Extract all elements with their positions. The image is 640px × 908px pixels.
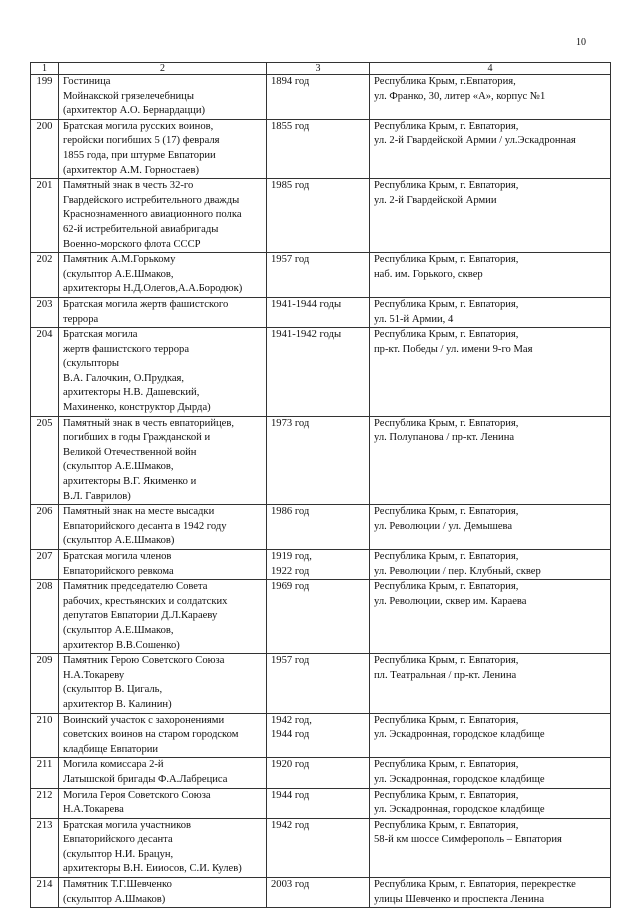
object-address-line: ул. Эскадронная, городское кладбище <box>374 773 545 785</box>
object-name-line: Памятный знак в честь 32-го <box>63 180 194 192</box>
table-row <box>31 758 611 788</box>
object-name-line: архитектор В. Калинин) <box>63 698 172 710</box>
object-address-line: Республика Крым, г. Евпатория, <box>374 759 519 771</box>
table-header <box>31 63 611 75</box>
object-address-line: Республика Крым, г. Евпатория, <box>374 789 519 801</box>
object-address-line: Республика Крым, г. Евпатория, <box>374 298 519 310</box>
object-name <box>59 253 267 298</box>
header-col-1: 1 <box>31 63 59 75</box>
object-name-line: 62-й истребительной авиабригады <box>63 223 219 235</box>
object-name <box>59 179 267 253</box>
table-row <box>31 654 611 713</box>
object-name-line: (скульптор А.Е.Шмаков, <box>63 461 174 473</box>
object-name <box>59 713 267 758</box>
header-row <box>31 63 611 75</box>
object-name-line: (архитектор А.М. Горностаев) <box>63 164 199 176</box>
object-name-line: Братская могила членов <box>63 551 172 562</box>
object-address <box>370 788 611 818</box>
object-date-line: 1920 год <box>271 759 310 771</box>
object-name-line: Евпаторийского десанта в 1942 году <box>63 520 227 532</box>
table-row <box>31 179 611 253</box>
object-name-line: Воинский участок с захоронениями <box>63 714 225 726</box>
object-date <box>267 416 370 505</box>
row-number: 200 <box>31 119 59 178</box>
object-name-line: Памятный знак в честь евпаторийцев, <box>63 417 235 429</box>
object-address-line: Республика Крым, г. Евпатория, <box>374 714 519 726</box>
object-address-line: ул. Полупанова / пр-кт. Ленина <box>374 432 515 444</box>
object-name-line: Памятник Т.Г.Шевченко <box>63 879 172 891</box>
object-name-line: (скульптор В. Цигаль, <box>63 684 163 696</box>
row-number: 212 <box>31 788 59 818</box>
object-date <box>267 713 370 758</box>
object-name <box>59 878 267 908</box>
object-name-line: погибших в годы Гражданской и <box>63 432 211 444</box>
object-address-line: улицы Шевченко и проспекта Ленина <box>374 893 545 905</box>
object-name-line: депутатов Евпатории Д.Л.Караеву <box>63 610 218 622</box>
object-name-line: террора <box>63 313 99 325</box>
object-address-line: Республика Крым, г. Евпатория, <box>374 120 519 132</box>
object-address-line: ул. Революции / ул. Демышева <box>374 520 513 532</box>
object-address-line: ул. 2-й Гвардейской Армии / ул.Эскадронная <box>374 135 576 147</box>
object-date-line: 1855 год <box>271 120 310 132</box>
object-name-line: (скульптор А.Е.Шмаков, <box>63 268 174 280</box>
row-number: 209 <box>31 654 59 713</box>
object-address-line: Республика Крым, г. Евпатория, <box>374 329 519 341</box>
row-number: 207 <box>31 550 59 580</box>
object-address <box>370 253 611 298</box>
object-name-line: (скульптор Н.И. Брацун, <box>63 848 174 860</box>
table-row <box>31 505 611 550</box>
object-address <box>370 580 611 654</box>
object-date <box>267 818 370 877</box>
object-address <box>370 505 611 550</box>
object-address-line: пл. Театральная / пр-кт. Ленина <box>374 669 517 681</box>
object-address <box>370 713 611 758</box>
object-date <box>267 550 370 580</box>
row-number: 199 <box>31 75 59 120</box>
object-name <box>59 550 267 580</box>
object-name-line: кладбище Евпатории <box>63 743 159 755</box>
object-date <box>267 654 370 713</box>
object-address <box>370 179 611 253</box>
table-row <box>31 416 611 505</box>
object-name-line: Памятник А.М.Горькому <box>63 254 176 266</box>
object-name-line: Великой Отечественной войн <box>63 446 197 458</box>
header-col-4: 4 <box>370 63 611 75</box>
object-name-line: Латышской бригады Ф.А.Лабрециса <box>63 773 228 785</box>
object-date <box>267 75 370 120</box>
table-row <box>31 297 611 327</box>
object-address-line: ул. Революции / пер. Клубный, сквер <box>374 565 541 577</box>
object-address-line: Республика Крым, г. Евпатория, <box>374 551 519 562</box>
object-name-line: Памятный знак на месте высадки <box>63 506 215 518</box>
object-address-line: ул. Эскадронная, городское кладбище <box>374 729 545 741</box>
object-name-line: рабочих, крестьянских и солдатских <box>63 595 228 607</box>
row-number: 206 <box>31 505 59 550</box>
object-name <box>59 505 267 550</box>
object-name-line: советских воинов на старом городском <box>63 729 239 741</box>
object-date-line: 2003 год <box>271 879 310 891</box>
object-address-line: 58-й км шоссе Симферополь – Евпатория <box>374 834 562 846</box>
object-address-line: Республика Крым, г. Евпатория, <box>374 254 519 266</box>
object-address <box>370 119 611 178</box>
object-name-line: (скульптор А.Е.Шмаков) <box>63 535 175 547</box>
object-address <box>370 758 611 788</box>
object-date <box>267 297 370 327</box>
object-name-line: (скульптор А.Е.Шмаков, <box>63 624 174 636</box>
object-date-line: 1973 год <box>271 417 310 429</box>
object-date-line: 1944 год <box>271 789 310 801</box>
object-date-line: 1922 год <box>271 565 310 577</box>
object-address-line: Республика Крым, г. Евпатория, <box>374 581 519 593</box>
object-date <box>267 119 370 178</box>
object-name-line: Гостиница <box>63 76 111 87</box>
object-name-line: В.Л. Гаврилов) <box>63 490 131 502</box>
row-number: 211 <box>31 758 59 788</box>
object-address-line: Республика Крым, г. Евпатория, <box>374 655 519 667</box>
object-date-line: 1919 год, <box>271 551 312 562</box>
object-date <box>267 253 370 298</box>
row-number: 214 <box>31 878 59 908</box>
object-name-line: Братская могила жертв фашистского <box>63 298 229 310</box>
object-name-line: Евпаторийского ревкома <box>63 565 174 577</box>
object-date-line: 1942 год, <box>271 714 312 726</box>
object-date-line: 1969 год <box>271 581 310 593</box>
table-row <box>31 713 611 758</box>
object-name <box>59 580 267 654</box>
object-name <box>59 818 267 877</box>
table-row <box>31 253 611 298</box>
object-name <box>59 75 267 120</box>
object-address-line: Республика Крым, г. Евпатория, <box>374 819 519 831</box>
object-date <box>267 788 370 818</box>
object-date-line: 1894 год <box>271 76 310 87</box>
object-address <box>370 297 611 327</box>
row-number: 208 <box>31 580 59 654</box>
object-address-line: Республика Крым, г. Евпатория, <box>374 506 519 518</box>
object-date <box>267 580 370 654</box>
object-date <box>267 328 370 417</box>
object-name-line: Братская могила участников <box>63 819 192 831</box>
object-name-line: Братская могила русских воинов, <box>63 120 214 132</box>
object-address <box>370 878 611 908</box>
object-name-line: Братская могила <box>63 329 138 341</box>
object-address-line: Республика Крым, г. Евпатория, перекрестке <box>374 879 576 891</box>
object-address-line: ул. 51-й Армии, 4 <box>374 313 454 325</box>
object-name <box>59 788 267 818</box>
object-name-line: геройски погибших 5 (17) февраля <box>63 135 220 147</box>
object-name <box>59 328 267 417</box>
object-name-line: Памятник Герою Советского Союза <box>63 655 225 667</box>
object-name <box>59 119 267 178</box>
object-date-line: 1941-1942 годы <box>271 329 342 341</box>
object-date-line: 1985 год <box>271 180 310 192</box>
object-address-line: ул. 2-й Гвардейской Армии <box>374 194 497 206</box>
object-name <box>59 297 267 327</box>
object-name-line: Н.А.Токареву <box>63 669 125 681</box>
object-name-line: Могила Героя Советского Союза <box>63 789 211 801</box>
table-row <box>31 878 611 908</box>
object-date-line: 1944 год <box>271 729 310 741</box>
row-number: 203 <box>31 297 59 327</box>
row-number: 210 <box>31 713 59 758</box>
object-name-line: Краснознаменного авиационного полка <box>63 209 242 221</box>
object-date-line: 1941-1944 годы <box>271 298 342 310</box>
object-name-line: 1855 года, при штурме Евпатории <box>63 149 216 161</box>
object-name-line: (скульптор А.Шмаков) <box>63 893 166 905</box>
object-address-line: пр-кт. Победы / ул. имени 9-го Мая <box>374 343 533 355</box>
object-name-line: В.А. Галочкин, О.Прудкая, <box>63 372 185 384</box>
object-name-line: Евпаторийского десанта <box>63 834 173 846</box>
object-address-line: наб. им. Горького, сквер <box>374 268 483 280</box>
object-name-line: Могила комиссара 2-й <box>63 759 164 771</box>
object-name-line: архитектор В.В.Сошенко) <box>63 639 180 651</box>
object-name-line: (архитектор А.О. Бернардацци) <box>63 105 206 117</box>
header-col-2: 2 <box>59 63 267 75</box>
row-number: 202 <box>31 253 59 298</box>
object-name-line: архитекторы В.Г. Якименко и <box>63 476 197 488</box>
object-name <box>59 758 267 788</box>
table-row <box>31 328 611 417</box>
row-number: 201 <box>31 179 59 253</box>
object-address-line: ул. Революции, сквер им. Караева <box>374 595 527 607</box>
object-date-line: 1986 год <box>271 506 310 518</box>
object-name-line: жертв фашистского террора <box>63 343 190 355</box>
object-address <box>370 818 611 877</box>
table-row <box>31 818 611 877</box>
object-address <box>370 416 611 505</box>
table-row <box>31 580 611 654</box>
object-name-line: Н.А.Токарева <box>63 804 124 816</box>
object-name-line: (скульпторы <box>63 358 120 370</box>
page-number: 10 <box>576 37 586 48</box>
row-number: 213 <box>31 818 59 877</box>
table-row <box>31 788 611 818</box>
table-body <box>31 75 611 908</box>
object-address-line: Республика Крым, г. Евпатория, <box>374 417 519 429</box>
object-date-line: 1942 год <box>271 819 310 831</box>
row-number: 205 <box>31 416 59 505</box>
object-date-line: 1957 год <box>271 655 310 667</box>
object-address-line: ул. Франко, 30, литер «А», корпус №1 <box>374 90 546 102</box>
object-address <box>370 550 611 580</box>
object-date <box>267 505 370 550</box>
table-row <box>31 550 611 580</box>
object-name-line: архитекторы Н.В. Дашевский, <box>63 387 200 399</box>
object-name-line: Махиненко, конструктор Дырда) <box>63 402 211 414</box>
object-date <box>267 758 370 788</box>
object-name-line: архитекторы В.Н. Еииосов, С.И. Кулев) <box>63 863 242 875</box>
row-number: 204 <box>31 328 59 417</box>
object-name-line: Памятник председателю Совета <box>63 581 208 593</box>
object-address-line: Республика Крым, г.Евпатория, <box>374 76 516 87</box>
object-address <box>370 75 611 120</box>
object-name-line: Гвардейского истребительного дважды <box>63 194 240 206</box>
header-col-3: 3 <box>267 63 370 75</box>
object-date-line: 1957 год <box>271 254 310 266</box>
object-address <box>370 654 611 713</box>
object-date <box>267 878 370 908</box>
table-row <box>31 119 611 178</box>
object-name-line: Военно-морского флота СССР <box>63 238 201 250</box>
table-row <box>31 75 611 120</box>
object-name <box>59 416 267 505</box>
object-address-line: ул. Эскадронная, городское кладбище <box>374 804 545 816</box>
object-address <box>370 328 611 417</box>
object-name-line: Мойнакской грязелечебницы <box>63 90 194 102</box>
object-name-line: архитекторы Н.Д.Олегов,А.А.Бородюк) <box>63 283 243 295</box>
monuments-table <box>30 62 611 908</box>
object-address-line: Республика Крым, г. Евпатория, <box>374 180 519 192</box>
object-name <box>59 654 267 713</box>
object-date <box>267 179 370 253</box>
